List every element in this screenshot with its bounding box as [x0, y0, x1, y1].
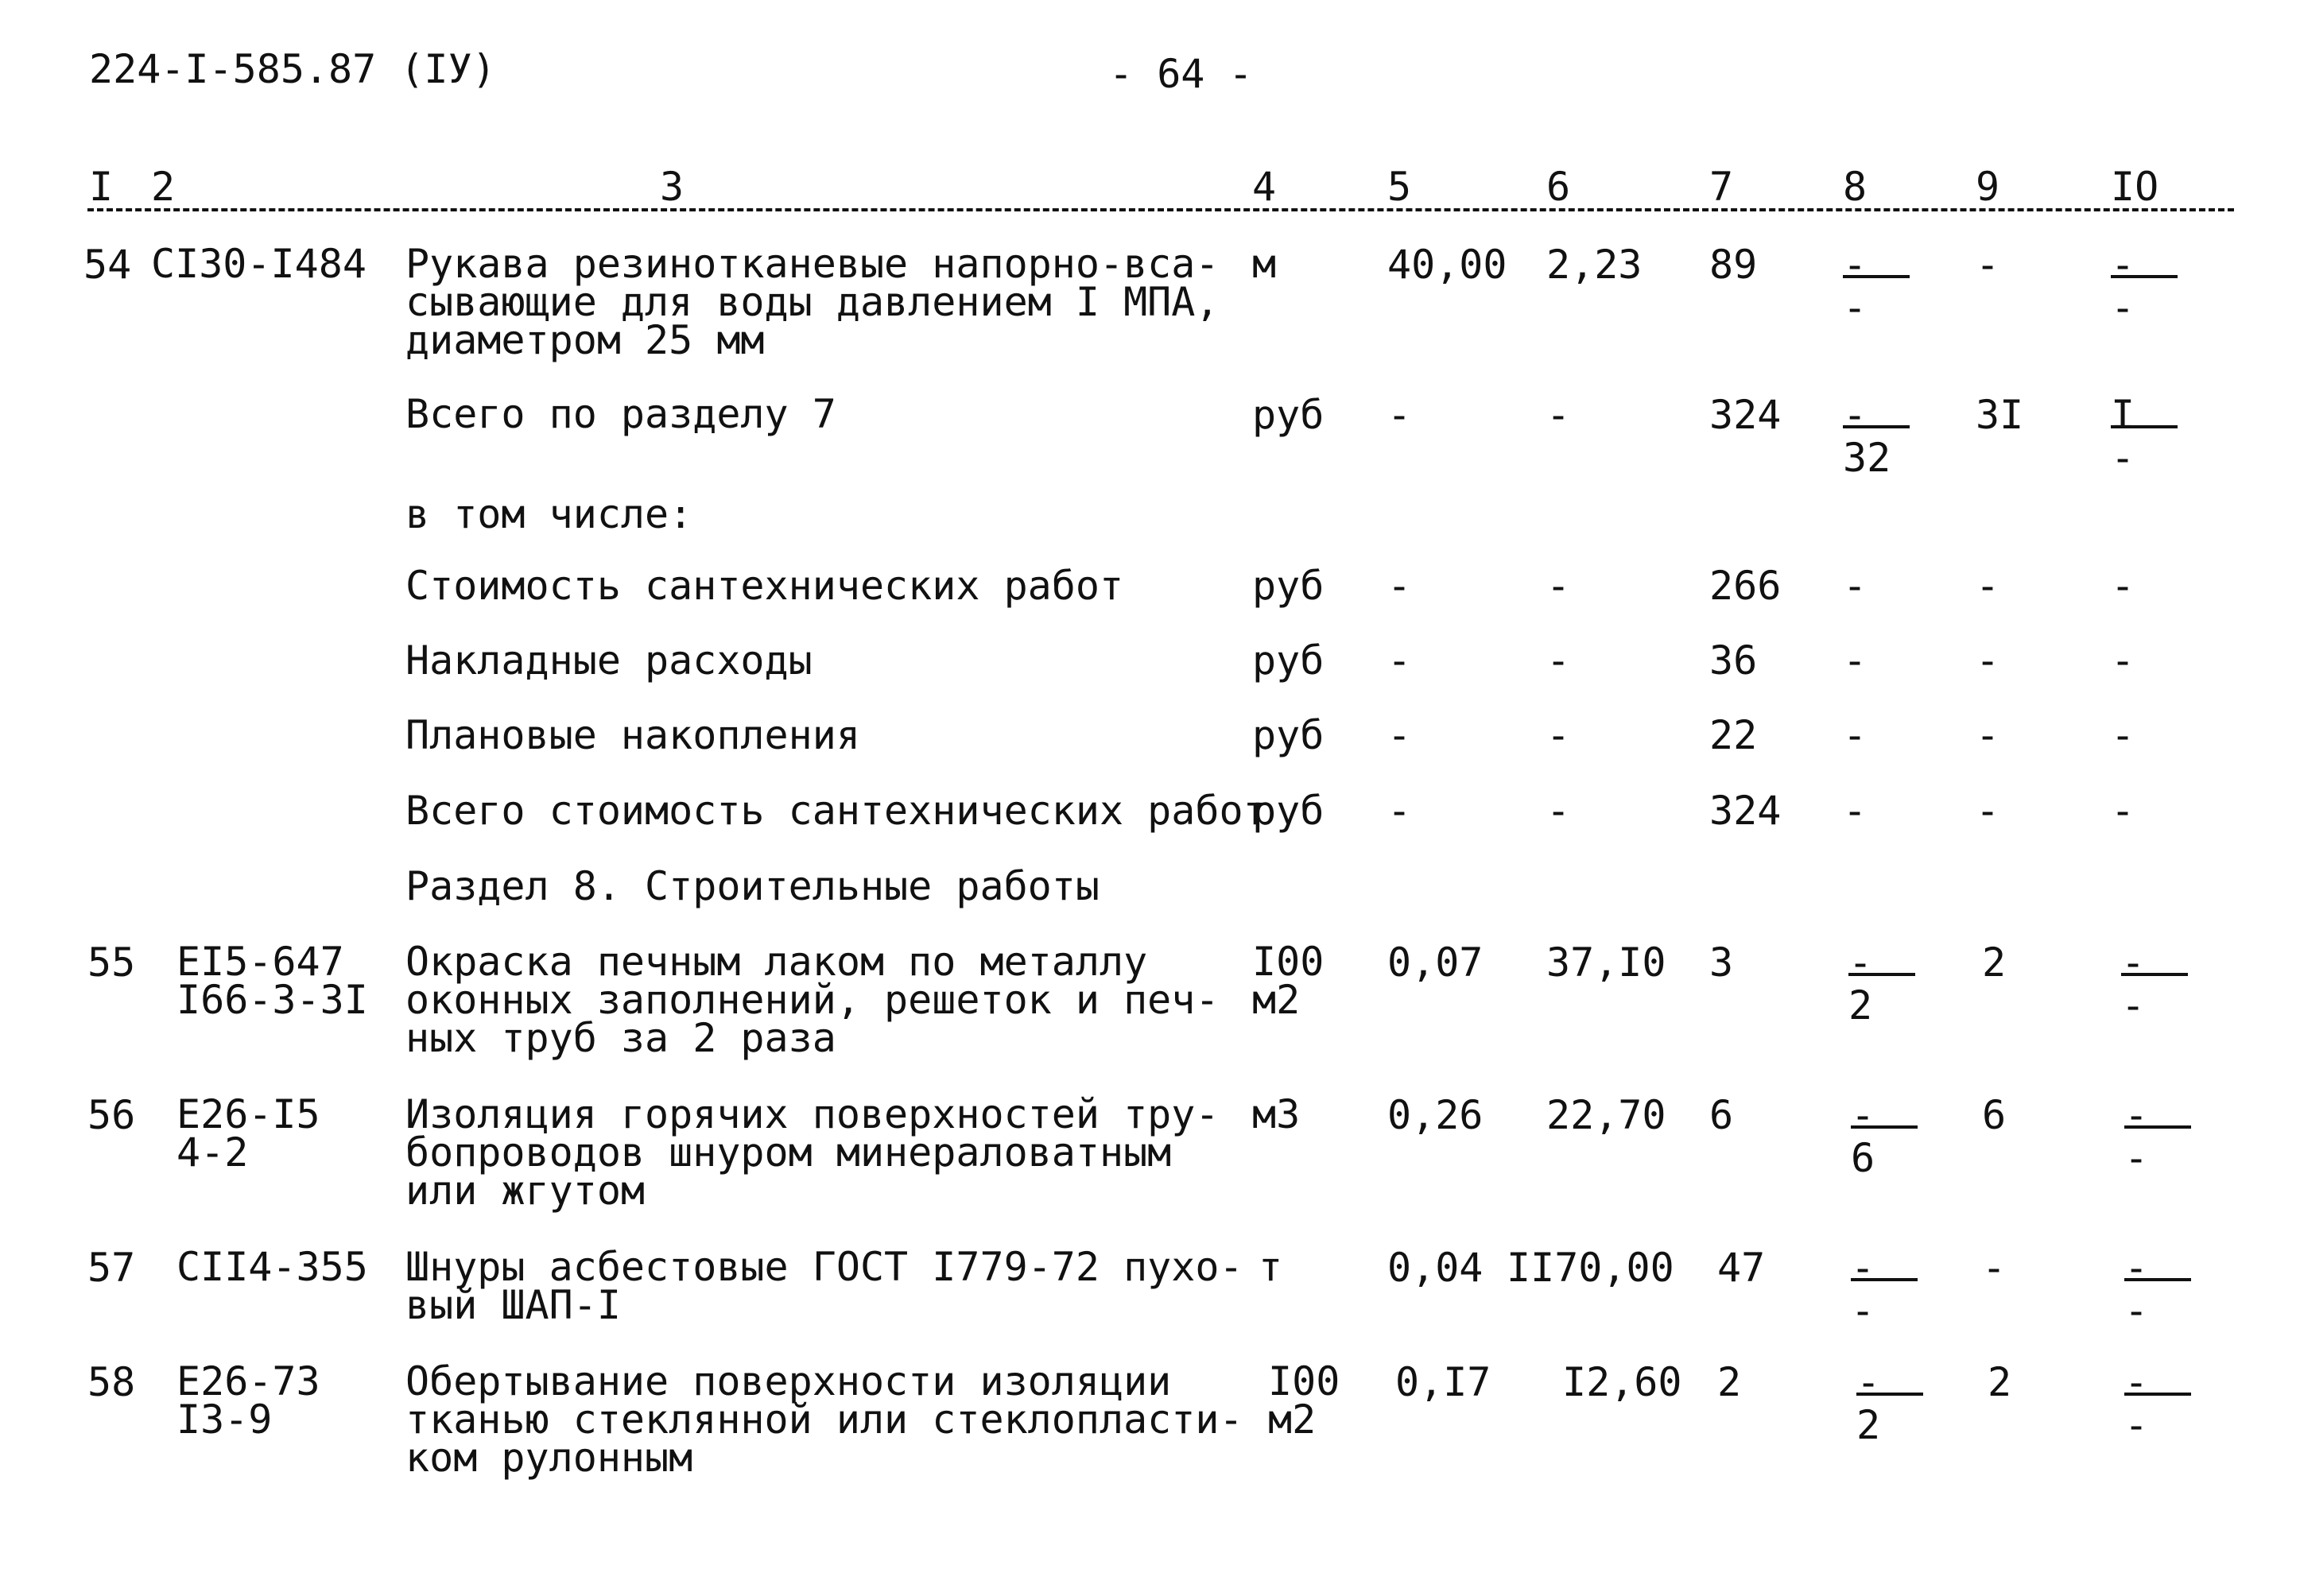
row-col9: - — [1976, 637, 2000, 684]
row-quantity: - — [1387, 563, 1412, 609]
row-col10: - — [2111, 637, 2135, 684]
row-unit: руб — [1252, 392, 1325, 438]
row-code: CII4-355 — [176, 1244, 368, 1290]
row-col8-fraction — [1856, 1359, 1928, 1448]
row-description: Рукава резинотканевые напорно-вса- сывающие для воды давлением I МПА, диаметром 25 мм — [405, 241, 1220, 363]
row-col9: 2 — [1988, 1359, 2012, 1405]
row-description: Обертывание поверхности изоляции тканью стеклянной или стеклопласти- ком рулонным — [405, 1358, 1243, 1481]
row-description: Всего стоимость сантехнических работ — [405, 788, 1267, 834]
row-col9: - — [1976, 242, 2000, 288]
fraction-top: - — [1851, 1245, 1875, 1291]
fraction-top: - — [2124, 1092, 2149, 1138]
row-code: EI5-647 I66-3-3I — [176, 939, 368, 1023]
fraction-top: - — [2124, 1245, 2149, 1291]
row-total: 47 — [1717, 1245, 1766, 1291]
row-unit: м — [1252, 241, 1277, 287]
row-number: 56 — [87, 1092, 136, 1138]
fraction-bottom: 6 — [1851, 1135, 1875, 1181]
fraction-top: - — [1843, 242, 1868, 288]
fraction-bottom: - — [2111, 435, 2135, 481]
row-code: E26-73 I3-9 — [176, 1358, 320, 1443]
subsection-label: в том числе: — [405, 491, 693, 537]
row-col8-fraction — [1851, 1092, 1922, 1181]
row-unit: руб — [1252, 637, 1325, 684]
fraction-bottom: - — [2124, 1135, 2149, 1181]
row-unit: I00 м2 — [1268, 1358, 1340, 1443]
row-col8-fraction — [1851, 1245, 1922, 1334]
row-quantity: 0,04 — [1387, 1245, 1484, 1291]
fraction-top: - — [2124, 1359, 2149, 1405]
fraction-bottom: - — [2124, 1288, 2149, 1334]
row-total: 6 — [1709, 1092, 1734, 1138]
fraction-bottom: 2 — [1856, 1402, 1881, 1448]
row-price: 22,70 — [1546, 1092, 1666, 1138]
row-total: 324 — [1709, 788, 1782, 834]
fraction-bottom: - — [2124, 1402, 2149, 1448]
row-unit: руб — [1252, 712, 1325, 758]
row-price: - — [1546, 637, 1571, 684]
row-description: Окраска печным лаком по металлу оконных заполнений, решеток и печ- ных труб за 2 раза — [405, 939, 1220, 1061]
row-col10: - — [2111, 788, 2135, 834]
row-col8-fraction — [1843, 242, 1914, 331]
row-col9: - — [1976, 788, 2000, 834]
fraction-top: - — [1843, 392, 1868, 438]
col-header-8: 8 — [1843, 164, 1868, 210]
row-quantity: - — [1387, 788, 1412, 834]
row-col8: - — [1843, 563, 1868, 609]
row-col10-fraction — [2121, 939, 2193, 1028]
row-unit: руб — [1252, 563, 1325, 609]
row-unit: м3 — [1252, 1091, 1301, 1137]
row-total: 22 — [1709, 712, 1758, 758]
row-col9: 2 — [1982, 939, 2007, 986]
fraction-bottom: - — [2121, 982, 2146, 1028]
row-col9: - — [1976, 712, 2000, 758]
row-col8: - — [1843, 637, 1868, 684]
col-header-10: IO — [2111, 164, 2159, 210]
row-quantity: 0,I7 — [1395, 1359, 1491, 1405]
row-price: 2,23 — [1546, 242, 1643, 288]
row-number: 54 — [83, 242, 132, 288]
fraction-bottom: 2 — [1848, 982, 1873, 1028]
row-price: - — [1546, 788, 1571, 834]
fraction-bottom: - — [1851, 1288, 1875, 1334]
fraction-top: - — [2111, 242, 2135, 288]
fraction-top: - — [2121, 939, 2146, 986]
col-header-6: 6 — [1546, 164, 1571, 210]
row-col9: - — [1982, 1245, 2007, 1291]
col-header-2: 2 — [151, 164, 176, 210]
row-total: 89 — [1709, 242, 1758, 288]
section-heading: Раздел 8. Строительные работы — [405, 863, 1100, 909]
row-description: Плановые накопления — [405, 712, 860, 758]
row-col10-fraction — [2124, 1245, 2196, 1334]
col-header-9: 9 — [1976, 164, 2000, 210]
row-price: - — [1546, 712, 1571, 758]
row-price: - — [1546, 563, 1571, 609]
row-price: I2,60 — [1562, 1359, 1682, 1405]
col-header-4: 4 — [1252, 164, 1277, 210]
fraction-top: - — [1851, 1092, 1875, 1138]
row-col10-fraction — [2124, 1092, 2196, 1181]
row-unit: I00 м2 — [1252, 939, 1325, 1023]
row-unit: руб — [1252, 788, 1325, 834]
row-quantity: - — [1387, 712, 1412, 758]
row-total: 2 — [1717, 1359, 1742, 1405]
row-number: 55 — [87, 939, 136, 986]
row-col10-fraction — [2111, 242, 2182, 331]
row-quantity: 40,00 — [1387, 242, 1507, 288]
row-code: CI30-I484 — [151, 241, 367, 287]
col-header-5: 5 — [1387, 164, 1412, 210]
row-quantity: - — [1387, 637, 1412, 684]
row-unit: т — [1259, 1244, 1283, 1290]
row-price: 37,I0 — [1546, 939, 1666, 986]
fraction-top: - — [1848, 939, 1873, 986]
row-total: 266 — [1709, 563, 1782, 609]
row-number: 58 — [87, 1359, 136, 1405]
row-col10-fraction — [2124, 1359, 2196, 1448]
row-col8-fraction — [1843, 392, 1914, 481]
row-col9: 3I — [1976, 392, 2024, 438]
row-price: - — [1546, 392, 1571, 438]
fraction-bottom: 32 — [1843, 435, 1891, 481]
row-col8: - — [1843, 712, 1868, 758]
fraction-bottom: - — [2111, 285, 2135, 331]
document-code: 224-I-585.87 (IУ) — [89, 46, 496, 92]
row-col9: - — [1976, 563, 2000, 609]
row-col9: 6 — [1982, 1092, 2007, 1138]
row-number: 57 — [87, 1245, 136, 1291]
col-header-7: 7 — [1709, 164, 1734, 210]
header-rule — [87, 208, 2234, 211]
row-description: Шнуры асбестовые ГОСТ I779-72 пухо- вый ШАП-I — [405, 1244, 1243, 1328]
row-price: II70,00 — [1507, 1245, 1674, 1291]
row-description: Накладные расходы — [405, 637, 813, 684]
row-col10: - — [2111, 563, 2135, 609]
row-total: 324 — [1709, 392, 1782, 438]
row-quantity: 0,26 — [1387, 1092, 1484, 1138]
row-col10-fraction — [2111, 392, 2182, 481]
row-description: Стоимость сантехнических работ — [405, 563, 1124, 609]
row-code: E26-I5 4-2 — [176, 1091, 320, 1176]
row-description: Всего по разделу 7 — [405, 391, 836, 437]
row-quantity: 0,07 — [1387, 939, 1484, 986]
row-col8: - — [1843, 788, 1868, 834]
fraction-bottom: - — [1843, 285, 1868, 331]
row-quantity: - — [1387, 392, 1412, 438]
page-number: - 64 - — [1109, 51, 1253, 97]
col-header-1: I — [89, 164, 114, 210]
row-col8-fraction — [1848, 939, 1920, 1028]
fraction-top: I — [2111, 392, 2135, 438]
fraction-top: - — [1856, 1359, 1881, 1405]
row-total: 36 — [1709, 637, 1758, 684]
row-total: 3 — [1709, 939, 1734, 986]
col-header-3: 3 — [660, 164, 685, 210]
row-col10: - — [2111, 712, 2135, 758]
row-description: Изоляция горячих поверхностей тру- бопроводов шнуром минераловатным или жгутом — [405, 1091, 1220, 1214]
